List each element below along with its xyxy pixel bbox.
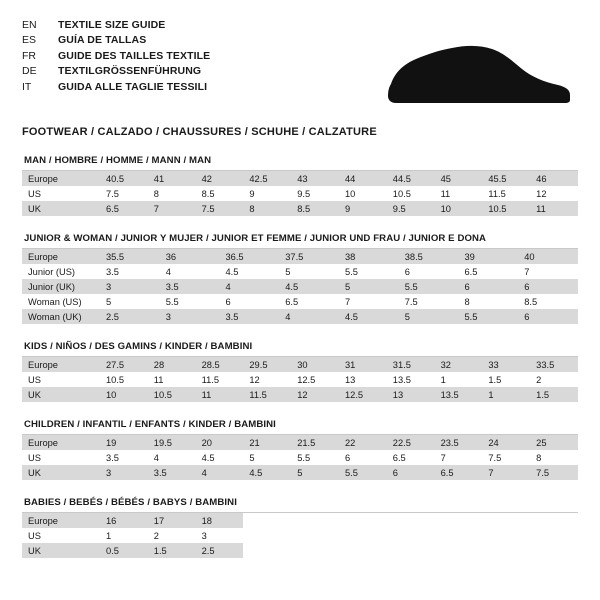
- table-cell: 45: [435, 171, 483, 186]
- table-cell-empty: [291, 543, 339, 558]
- table-cell: 11.5: [243, 387, 291, 402]
- group-heading: BABIES / BEBÉS / BÉBÉS / BABYS / BAMBINI: [24, 497, 237, 508]
- table-cell: 25: [530, 435, 578, 450]
- row-label: Europe: [22, 435, 100, 450]
- table-cell-empty: [435, 543, 483, 558]
- language-title: TEXTILE SIZE GUIDE: [58, 19, 166, 31]
- table-cell: 21.5: [291, 435, 339, 450]
- table-cell-empty: [530, 543, 578, 558]
- row-label: UK: [22, 387, 100, 402]
- table-cell: 1: [435, 372, 483, 387]
- table-cell: 2.5: [100, 309, 160, 324]
- row-label: Europe: [22, 357, 100, 372]
- table-cell: 2: [530, 372, 578, 387]
- table-cell: 19: [100, 435, 148, 450]
- table-cell-empty: [339, 513, 387, 528]
- table-cell: 5: [399, 309, 459, 324]
- table-cell: 4.5: [220, 264, 280, 279]
- table-cell: 8: [243, 201, 291, 216]
- table-cell: 32: [435, 357, 483, 372]
- table-cell: 12: [530, 186, 578, 201]
- table-cell: 44: [339, 171, 387, 186]
- table-cell: 4: [160, 264, 220, 279]
- table-cell: 10.5: [148, 387, 196, 402]
- table-row: [22, 186, 578, 201]
- language-title-list: [22, 18, 210, 95]
- table-cell: 3.5: [100, 450, 148, 465]
- table-cell: 44.5: [387, 171, 435, 186]
- language-row: [22, 33, 210, 48]
- row-label: Junior (UK): [22, 279, 100, 294]
- size-group-junior-woman: [22, 233, 578, 324]
- row-label: UK: [22, 201, 100, 216]
- table-cell: 4.5: [339, 309, 399, 324]
- table-cell: 9.5: [387, 201, 435, 216]
- row-label: Europe: [22, 513, 100, 528]
- table-cell: 4: [148, 450, 196, 465]
- table-cell: 10.5: [387, 186, 435, 201]
- table-cell: 3.5: [220, 309, 280, 324]
- document-header: [22, 18, 578, 110]
- table-cell-empty: [243, 543, 291, 558]
- table-cell: 7: [518, 264, 578, 279]
- table-cell: 7.5: [530, 465, 578, 480]
- language-row: [22, 49, 210, 64]
- page-title: FOOTWEAR / CALZADO / CHAUSSURES / SCHUHE / CALZATURE: [22, 126, 377, 138]
- table-cell: 7: [435, 450, 483, 465]
- table-cell: 30: [291, 357, 339, 372]
- table-cell: 8.5: [196, 186, 244, 201]
- table-cell: 4: [220, 279, 280, 294]
- table-row: [22, 543, 578, 558]
- table-cell-empty: [339, 528, 387, 543]
- table-cell-empty: [530, 528, 578, 543]
- table-cell: 3.5: [100, 264, 160, 279]
- table-cell: 11: [196, 387, 244, 402]
- table-cell: 7.5: [100, 186, 148, 201]
- table-row: [22, 294, 578, 309]
- table-cell: 4.5: [279, 279, 339, 294]
- row-label: Junior (US): [22, 264, 100, 279]
- table-cell: 11: [148, 372, 196, 387]
- table-cell: 1: [482, 387, 530, 402]
- table-row: [22, 249, 578, 264]
- language-code: EN: [22, 19, 37, 31]
- table-row: [22, 513, 578, 528]
- table-cell: 13.5: [387, 372, 435, 387]
- table-cell: 46: [530, 171, 578, 186]
- table-cell: 21: [243, 435, 291, 450]
- table-cell: 11: [435, 186, 483, 201]
- table-cell: 8.5: [291, 201, 339, 216]
- table-cell: 8: [530, 450, 578, 465]
- table-cell-empty: [530, 513, 578, 528]
- table-cell: 5.5: [160, 294, 220, 309]
- table-cell: 7: [339, 294, 399, 309]
- row-label: Europe: [22, 249, 100, 264]
- table-row: [22, 201, 578, 216]
- table-cell: 5: [243, 450, 291, 465]
- table-cell: 6: [518, 279, 578, 294]
- table-cell: 11.5: [196, 372, 244, 387]
- table-cell: 8: [459, 294, 519, 309]
- table-row: [22, 465, 578, 480]
- table-cell: 10.5: [100, 372, 148, 387]
- row-label: US: [22, 528, 100, 543]
- language-code: ES: [22, 34, 37, 47]
- row-label: Woman (US): [22, 294, 100, 309]
- table-cell: 10.5: [482, 201, 530, 216]
- table-cell: 38.5: [399, 249, 459, 264]
- table-cell: 13.5: [435, 387, 483, 402]
- table-cell: 45.5: [482, 171, 530, 186]
- table-cell: 1.5: [482, 372, 530, 387]
- dress-shoe-icon: [382, 40, 572, 112]
- table-cell: 38: [339, 249, 399, 264]
- table-cell: 29.5: [243, 357, 291, 372]
- language-title: GUIDA ALLE TAGLIE TESSILI: [58, 80, 208, 93]
- row-label: UK: [22, 465, 100, 480]
- table-cell: 11: [530, 201, 578, 216]
- table-cell: 13: [387, 387, 435, 402]
- table-cell: 10: [100, 387, 148, 402]
- size-table: [22, 171, 578, 216]
- table-cell: 6.5: [100, 201, 148, 216]
- table-cell: 33.5: [530, 357, 578, 372]
- table-cell: 20: [196, 435, 244, 450]
- table-cell: 12: [243, 372, 291, 387]
- table-row: [22, 450, 578, 465]
- table-cell: 42: [196, 171, 244, 186]
- table-cell: 5.5: [339, 264, 399, 279]
- table-cell: 7: [482, 465, 530, 480]
- table-cell: 9: [339, 201, 387, 216]
- table-cell: 6: [339, 450, 387, 465]
- table-cell: 3: [196, 528, 244, 543]
- table-cell: 17: [148, 513, 196, 528]
- table-cell: 33: [482, 357, 530, 372]
- table-cell-empty: [482, 528, 530, 543]
- size-group-kids: [22, 341, 578, 402]
- table-cell: 3.5: [160, 279, 220, 294]
- table-cell: 28.5: [196, 357, 244, 372]
- table-cell: 7.5: [399, 294, 459, 309]
- table-cell-empty: [243, 513, 291, 528]
- table-cell: 39: [459, 249, 519, 264]
- table-cell: 9: [243, 186, 291, 201]
- group-heading: MAN / HOMBRE / HOMME / MANN / MAN: [24, 155, 212, 166]
- table-row: [22, 372, 578, 387]
- language-title: GUIDE DES TAILLES TEXTILE: [58, 49, 211, 62]
- table-row: [22, 309, 578, 324]
- table-row: [22, 279, 578, 294]
- table-cell: 10: [339, 186, 387, 201]
- language-title: GUÍA DE TALLAS: [58, 34, 147, 47]
- size-table: [22, 357, 578, 402]
- language-row: [22, 80, 210, 95]
- size-table: [22, 435, 578, 480]
- table-cell-empty: [435, 513, 483, 528]
- row-label: US: [22, 372, 100, 387]
- table-cell: 13: [339, 372, 387, 387]
- language-title: TEXTILGRÖSSENFÜHRUNG: [58, 65, 202, 78]
- table-cell-empty: [243, 528, 291, 543]
- table-cell: 28: [148, 357, 196, 372]
- table-cell: 1.5: [530, 387, 578, 402]
- row-label: US: [22, 450, 100, 465]
- size-group-man: [22, 155, 578, 216]
- table-cell: 12: [291, 387, 339, 402]
- table-cell-empty: [387, 528, 435, 543]
- table-cell: 23.5: [435, 435, 483, 450]
- language-code: FR: [22, 49, 36, 62]
- table-row: [22, 528, 578, 543]
- table-cell: 31: [339, 357, 387, 372]
- table-cell: 3: [160, 309, 220, 324]
- table-cell: 1: [100, 528, 148, 543]
- table-cell: 6.5: [459, 264, 519, 279]
- language-row: [22, 64, 210, 79]
- table-cell: 5: [291, 465, 339, 480]
- table-cell-empty: [291, 528, 339, 543]
- table-row: [22, 264, 578, 279]
- table-cell: 35.5: [100, 249, 160, 264]
- table-cell: 7.5: [196, 201, 244, 216]
- group-heading: JUNIOR & WOMAN / JUNIOR Y MUJER / JUNIOR ET FEMME / JUNIOR UND FRAU / JUNIOR E DONA: [24, 233, 487, 244]
- table-cell: 41: [148, 171, 196, 186]
- table-cell: 6.5: [387, 450, 435, 465]
- table-cell-empty: [482, 513, 530, 528]
- table-cell: 4: [279, 309, 339, 324]
- table-cell: 2: [148, 528, 196, 543]
- table-cell: 5.5: [399, 279, 459, 294]
- table-cell-empty: [387, 513, 435, 528]
- table-cell-empty: [435, 528, 483, 543]
- table-cell: 4.5: [196, 450, 244, 465]
- size-group-babies: [22, 497, 578, 558]
- table-cell: 6.5: [279, 294, 339, 309]
- table-cell: 22.5: [387, 435, 435, 450]
- table-cell: 6: [518, 309, 578, 324]
- table-cell: 40.5: [100, 171, 148, 186]
- table-cell: 36.5: [220, 249, 280, 264]
- table-cell: 5.5: [291, 450, 339, 465]
- language-code: IT: [22, 80, 32, 93]
- table-cell: 22: [339, 435, 387, 450]
- table-cell: 8: [148, 186, 196, 201]
- table-cell: 27.5: [100, 357, 148, 372]
- table-cell: 4.5: [243, 465, 291, 480]
- table-cell: 31.5: [387, 357, 435, 372]
- group-heading: KIDS / NIÑOS / DES GAMINS / KINDER / BAMBINI: [24, 341, 253, 352]
- table-cell: 37.5: [279, 249, 339, 264]
- table-cell: 6.5: [435, 465, 483, 480]
- table-cell: 12.5: [339, 387, 387, 402]
- table-cell: 8.5: [518, 294, 578, 309]
- table-cell: 5.5: [339, 465, 387, 480]
- table-cell: 43: [291, 171, 339, 186]
- table-cell: 9.5: [291, 186, 339, 201]
- table-cell: 6: [220, 294, 280, 309]
- size-table: [22, 513, 578, 558]
- table-cell-empty: [387, 543, 435, 558]
- table-cell: 6: [459, 279, 519, 294]
- table-cell: 10: [435, 201, 483, 216]
- table-row: [22, 357, 578, 372]
- table-cell: 2.5: [196, 543, 244, 558]
- size-group-children: [22, 419, 578, 480]
- table-row: [22, 435, 578, 450]
- table-cell: 5: [339, 279, 399, 294]
- table-row: [22, 387, 578, 402]
- table-cell: 5.5: [459, 309, 519, 324]
- table-cell: 12.5: [291, 372, 339, 387]
- row-label: UK: [22, 543, 100, 558]
- group-heading: CHILDREN / INFANTIL / ENFANTS / KINDER / BAMBINI: [24, 419, 276, 430]
- row-label: Europe: [22, 171, 100, 186]
- language-row: [22, 18, 210, 33]
- table-cell-empty: [291, 513, 339, 528]
- table-cell: 7: [148, 201, 196, 216]
- table-cell: 42.5: [243, 171, 291, 186]
- table-cell: 36: [160, 249, 220, 264]
- table-cell: 3.5: [148, 465, 196, 480]
- table-cell: 11.5: [482, 186, 530, 201]
- table-cell: 6: [399, 264, 459, 279]
- row-label: US: [22, 186, 100, 201]
- table-cell: 4: [196, 465, 244, 480]
- table-cell: 5: [100, 294, 160, 309]
- table-cell: 7.5: [482, 450, 530, 465]
- table-cell: 16: [100, 513, 148, 528]
- table-cell: 0.5: [100, 543, 148, 558]
- table-cell: 5: [279, 264, 339, 279]
- table-cell-empty: [482, 543, 530, 558]
- table-row: [22, 171, 578, 186]
- table-cell: 6: [387, 465, 435, 480]
- table-cell: 3: [100, 279, 160, 294]
- table-cell: 1.5: [148, 543, 196, 558]
- table-cell-empty: [339, 543, 387, 558]
- table-cell: 24: [482, 435, 530, 450]
- table-cell: 19.5: [148, 435, 196, 450]
- table-cell: 18: [196, 513, 244, 528]
- table-cell: 3: [100, 465, 148, 480]
- row-label: Woman (UK): [22, 309, 100, 324]
- language-code: DE: [22, 65, 37, 78]
- size-table: [22, 249, 578, 324]
- table-cell: 40: [518, 249, 578, 264]
